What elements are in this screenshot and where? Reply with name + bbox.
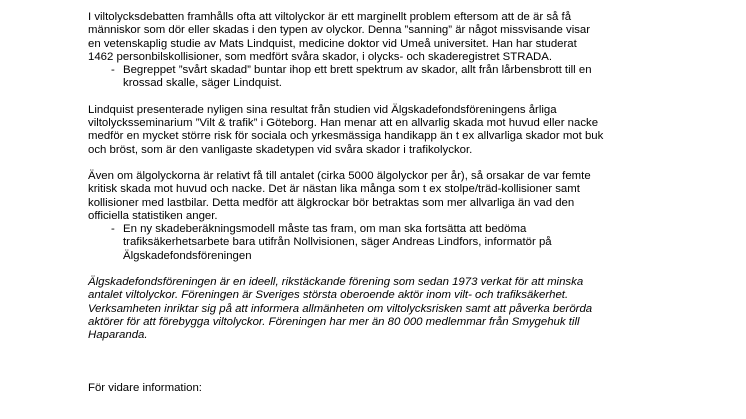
paragraph-moose-statistics <box>88 170 668 263</box>
text-line: Verksamheten inriktar sig på att informera allmänheten om viltolycksrisken samt att påverka berörda <box>88 302 593 315</box>
paragraph-about-organization <box>88 276 668 342</box>
contact-section <box>88 382 668 395</box>
text-line: medför en mycket större risk för sociala och yrkesmässiga handikapp än t ex allvarliga skador mot buk <box>88 130 604 143</box>
text-line: och bröst, som är den vanligaste skadetypen vid svåra skador i trafikolyckor. <box>88 143 473 156</box>
text-line: aktörer för att förebygga viltolyckor. Föreningen har mer än 80 000 medlemmar från Smygehuk till <box>88 315 580 328</box>
quote-line: Begreppet ”svårt skadad” buntar ihop ett brett spektrum av skador, allt från lårbensbrott till en <box>123 64 592 77</box>
paragraph-intro <box>88 11 668 91</box>
text-line: Även om älgolyckorna är relativt få till antalet (cirka 5000 älgolyckor per år), så orsakar de var femte <box>88 169 591 182</box>
text-line: en vetenskaplig studie av Mats Lindquist, medicine doktor vid Umeå universitet. Han har studerat <box>88 37 577 50</box>
text-line: 1462 personbilskollisioner, som medfört svåra skador, i olycks- och skaderegistret STRADA. <box>88 50 553 63</box>
quote-line: En ny skadeberäkningsmodell måste tas fram, om man ska fortsätta att bedöma <box>123 223 527 236</box>
text-line: Älgskadefondsföreningen är en ideell, rikstäckande förening som sedan 1973 verkat för att minska <box>88 276 584 289</box>
text-line: viltolycksseminarium ”Vilt & trafik” i Göteborg. Han menar att en allvarlig skada mot huvud eller nacke <box>88 117 599 130</box>
quote-bullet <box>88 223 668 263</box>
text-line: Haparanda. <box>88 329 148 342</box>
text-line: I viltolycksdebatten framhålls ofta att viltolyckor är ett marginellt problem eftersom att de är så få <box>88 11 572 23</box>
dash-bullet-icon: - <box>111 64 115 77</box>
text-line: kollisioner med lastbilar. Detta medför att älgkrockar bör betraktas som mer allvarliga än vad den <box>88 196 575 209</box>
press-release-body <box>88 11 668 395</box>
contact-heading: För vidare information: <box>88 381 202 394</box>
text-line: människor som dör eller skadas i den typen av olyckor. Denna ”sanning” är något missvisande visar <box>88 24 591 37</box>
dash-bullet-icon: - <box>111 223 115 236</box>
quote-line: Älgskadefondsföreningen <box>123 249 252 262</box>
quote-line: krossad skalle, säger Lindquist. <box>123 77 282 90</box>
paragraph-seminar <box>88 104 668 157</box>
quote-bullet <box>88 64 668 91</box>
quote-line: trafiksäkerhetsarbete bara utifrån Nollvisionen, säger Andreas Lindfors, informatör på <box>123 236 552 249</box>
text-line: kritisk skada mot huvud och nacke. Det är nästan lika många som t ex stolpe/träd-kollisioner samt <box>88 183 580 196</box>
text-line: Lindquist presenterade nyligen sina resultat från studien vid Älgskadefondsföreningens årliga <box>88 103 557 116</box>
text-line: antalet viltolyckor. Föreningen är Sveriges största oberoende aktör inom vilt- och trafiksäkerhet. <box>88 289 569 302</box>
text-line: officiella statistiken anger. <box>88 209 218 222</box>
